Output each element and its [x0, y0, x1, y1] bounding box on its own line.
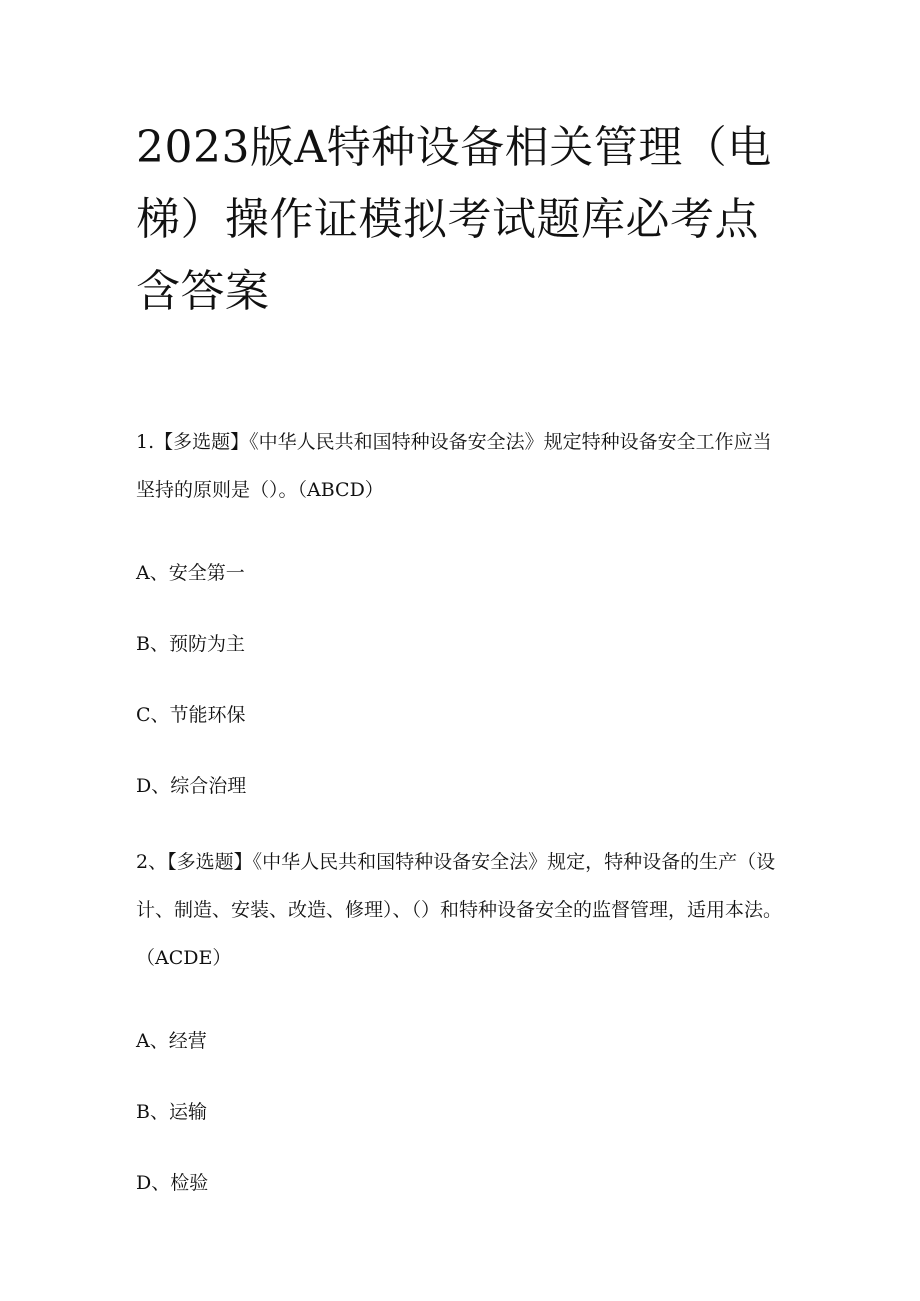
option-item: D、检验: [136, 1172, 209, 1194]
option-item: A、安全第一: [136, 562, 245, 584]
option-list: [136, 561, 784, 798]
question-text: 2、【多选题】《中华人民共和国特种设备安全法》规定，特种设备的生产（设计、制造、安装、改造、修理）、（）和特种设备安全的监督管理，适用本法。（ACDE）: [136, 851, 783, 969]
option-list: [136, 1029, 784, 1195]
question-list: [136, 418, 784, 1195]
question-1: [136, 418, 784, 798]
document-title: 2023版A特种设备相关管理（电梯）操作证模拟考试题库必考点含答案: [136, 122, 772, 317]
option-item: B、运输: [136, 1101, 207, 1123]
option-item: B、预防为主: [136, 633, 245, 655]
option-item: C、节能环保: [136, 704, 246, 726]
option-item: D、综合治理: [136, 775, 247, 797]
question-2: [136, 838, 784, 1195]
option-item: A、经营: [136, 1030, 207, 1052]
question-text: 1.【多选题】《中华人民共和国特种设备安全法》规定特种设备安全工作应当坚持的原则是（）。（ABCD）: [136, 431, 772, 501]
